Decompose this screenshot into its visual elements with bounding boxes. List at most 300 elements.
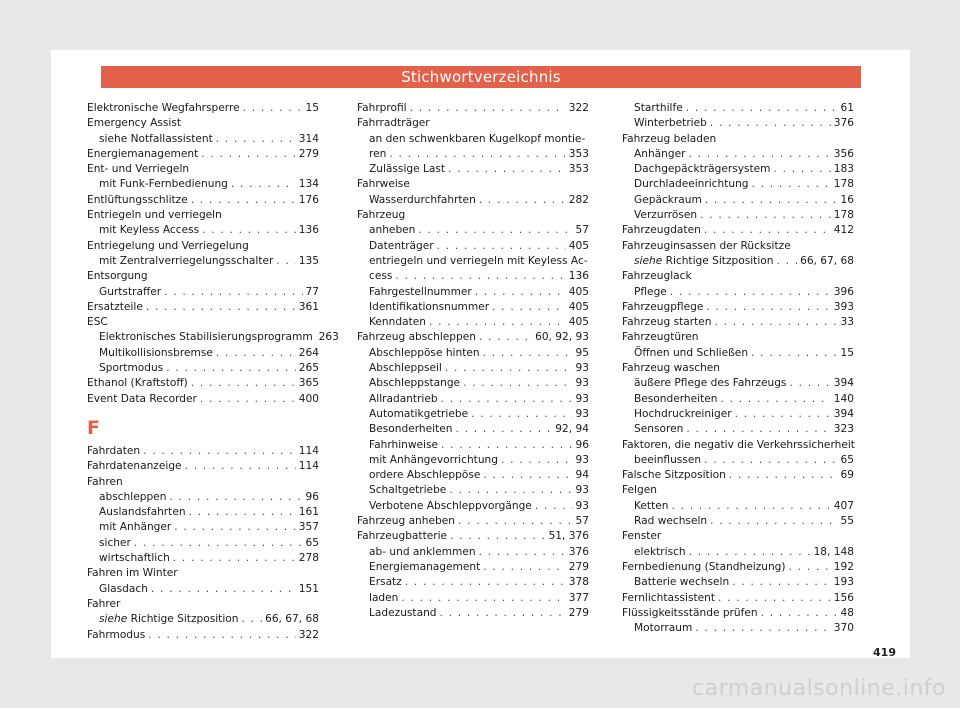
entry-term: Datenträger	[369, 239, 434, 252]
entry-term: Fahrdatenanzeige	[87, 460, 182, 473]
entry-term: Verbotene Abschleppvorgänge	[369, 499, 532, 512]
page-reference[interactable]: 93	[575, 453, 589, 466]
page-reference[interactable]: 93	[575, 407, 589, 420]
dot-leader	[449, 483, 572, 498]
page-reference[interactable]: 192	[833, 560, 854, 573]
page-reference[interactable]: 151	[298, 582, 319, 595]
index-entry	[622, 591, 854, 606]
index-entry	[87, 116, 319, 131]
dot-leader	[143, 444, 296, 459]
index-subentry	[87, 177, 319, 192]
page-reference[interactable]: 265	[298, 362, 319, 375]
page-reference[interactable]: 57	[575, 515, 589, 528]
entry-term: Elektronische Wegfahrsperre	[87, 102, 240, 114]
page-reference[interactable]: 94	[575, 469, 589, 482]
page-reference[interactable]: 178	[833, 209, 854, 222]
entry-term: Hochdruckreiniger	[634, 407, 732, 420]
index-subentry	[357, 453, 589, 468]
index-subentry	[622, 545, 854, 560]
index-entry	[87, 628, 319, 643]
index-entry	[622, 300, 854, 315]
entry-term: Elektronisches Stabilisierungsprogramm	[99, 331, 313, 344]
dot-leader	[201, 147, 296, 162]
page-reference[interactable]: 93	[575, 499, 589, 512]
index-entry	[622, 223, 854, 238]
dot-leader	[410, 101, 566, 116]
page-reference[interactable]: 279	[568, 560, 589, 573]
index-subentry	[87, 285, 319, 300]
dot-leader	[189, 505, 296, 520]
entry-term: Dachgepäckträgersystem	[634, 163, 771, 176]
entry-term: Gepäckraum	[634, 193, 702, 206]
dot-leader	[134, 536, 303, 551]
entry-term: siehe Notfallassistent	[99, 132, 213, 145]
entry-term: Fahrzeug anheben	[357, 515, 455, 528]
page-reference[interactable]: 66, 67, 68	[800, 254, 854, 267]
entry-term: Motorraum	[634, 622, 693, 635]
entry-term: Wasserdurchfahrten	[369, 193, 476, 206]
dot-leader	[429, 315, 566, 330]
entry-term: Schaltgetriebe	[369, 484, 447, 497]
index-subentry	[87, 520, 319, 535]
page-reference[interactable]: 407	[833, 499, 854, 512]
entry-term: ren	[369, 147, 387, 160]
entry-term: Fenster	[622, 530, 662, 543]
page-reference[interactable]: 114	[298, 444, 319, 457]
index-entry	[87, 566, 319, 581]
entry-term: Ent- und Verriegeln	[87, 163, 190, 176]
page-reference[interactable]: 356	[833, 147, 854, 160]
entry-term: Entsorgung	[87, 270, 148, 283]
entry-term: Fahren	[87, 475, 123, 488]
page-reference[interactable]: 282	[568, 193, 589, 206]
index-subentry	[87, 254, 319, 269]
index-column-1	[87, 101, 339, 643]
page-reference[interactable]: 314	[298, 132, 319, 145]
page-reference[interactable]: 323	[833, 423, 854, 436]
page-reference[interactable]: 66, 67, 68	[265, 613, 319, 626]
entry-term: mit Funk-Fernbedienung	[99, 178, 228, 191]
entry-term: Fahrzeuginsassen der Rücksitze	[622, 239, 791, 252]
entry-term: Ersatz	[369, 576, 402, 589]
entry-term: wirtschaftlich	[99, 552, 170, 565]
index-subentry	[357, 193, 589, 208]
page-reference[interactable]: 394	[833, 407, 854, 420]
index-subentry	[357, 560, 589, 575]
index-subentry	[622, 177, 854, 192]
index-entry	[87, 459, 319, 474]
index-subentry	[87, 223, 319, 238]
page-reference[interactable]: 48	[840, 606, 854, 619]
index-subentry	[87, 612, 319, 627]
dot-leader	[789, 376, 830, 391]
entry-term: Faktoren, die negativ die Verkehrssicherheit	[622, 438, 855, 451]
dot-leader	[710, 116, 831, 131]
index-subentry	[357, 422, 589, 437]
entry-term: Automatikgetriebe	[369, 407, 469, 420]
entry-term: ab- und anklemmen	[369, 545, 476, 558]
entry-term: Fahrzeug	[357, 209, 406, 222]
page-reference[interactable]: 183	[833, 163, 854, 176]
dot-leader	[710, 514, 837, 529]
index-subentry	[622, 575, 854, 590]
section-header: Stichwortverzeichnis	[101, 66, 861, 88]
page-reference[interactable]: 65	[305, 536, 319, 549]
entry-term: Abschleppseil	[369, 362, 442, 375]
dot-leader	[202, 223, 296, 238]
index-entry	[357, 208, 589, 223]
page-reference[interactable]: 394	[833, 377, 854, 390]
index-entry	[87, 208, 319, 223]
entry-term: Auslandsfahrten	[99, 506, 186, 519]
dot-leader	[732, 575, 831, 590]
dot-leader	[670, 285, 831, 300]
page-reference[interactable]: 93	[575, 362, 589, 375]
page-reference[interactable]: 134	[298, 178, 319, 191]
page-reference[interactable]: 92, 94	[555, 423, 589, 436]
entry-term: Sensoren	[634, 423, 684, 436]
entry-term: Pflege	[634, 285, 667, 298]
index-subentry	[357, 346, 589, 361]
page-reference[interactable]: 264	[298, 346, 319, 359]
page-reference[interactable]: 405	[568, 316, 589, 329]
page-reference[interactable]: 33	[840, 316, 854, 329]
entry-term: Fahrmodus	[87, 628, 146, 641]
dot-leader	[185, 459, 296, 474]
page-reference[interactable]: 376	[833, 117, 854, 130]
dot-leader	[395, 269, 565, 284]
index-entry	[87, 444, 319, 459]
page-reference[interactable]: 96	[575, 438, 589, 451]
page-reference[interactable]: 136	[298, 224, 319, 237]
page-reference[interactable]: 15	[840, 346, 854, 359]
index-subentry	[622, 346, 854, 361]
index-subentry	[622, 285, 854, 300]
index-entry	[622, 468, 854, 483]
page-number: 419	[873, 646, 896, 659]
entry-term: mit Keyless Access	[99, 224, 200, 237]
dot-leader	[492, 300, 566, 315]
entry-term: Verzurrösen	[634, 209, 698, 222]
dot-leader	[200, 392, 296, 407]
page-reference[interactable]: 393	[833, 300, 854, 313]
index-entry	[357, 330, 589, 345]
entry-term: Glasdach	[99, 582, 148, 595]
entry-term: entriegeln und verriegeln mit Keyless Ac-	[369, 254, 588, 267]
index-subentry	[357, 438, 589, 453]
page-reference[interactable]: 322	[568, 102, 589, 114]
index-entry	[87, 597, 319, 612]
dot-leader	[173, 551, 296, 566]
index-entry	[87, 239, 319, 254]
index-subentry	[357, 499, 589, 514]
entry-term	[634, 254, 773, 269]
dot-leader	[146, 300, 296, 315]
entry-term: Fahrzeug waschen	[622, 362, 721, 375]
dot-leader	[720, 392, 830, 407]
page-reference[interactable]: 353	[568, 163, 589, 176]
entry-term: Fahren im Winter	[87, 567, 178, 580]
index-entry	[622, 361, 854, 376]
page-reference[interactable]: 361	[298, 300, 319, 313]
dot-leader	[450, 529, 546, 544]
manual-page	[51, 50, 910, 658]
entry-term: Öffnen und Schließen	[634, 346, 749, 359]
entry-term: Gurtstraffer	[99, 285, 162, 298]
index-subentry	[87, 490, 319, 505]
index-entry	[357, 514, 589, 529]
page-reference[interactable]: 135	[298, 254, 319, 267]
page-reference[interactable]: 95	[575, 346, 589, 359]
dot-leader	[695, 621, 830, 636]
dot-leader	[441, 392, 573, 407]
page-reference[interactable]: 405	[568, 239, 589, 252]
page-reference[interactable]: 65	[840, 453, 854, 466]
page-reference[interactable]: 114	[298, 460, 319, 473]
entry-term: Allradantrieb	[369, 392, 438, 405]
index-subentry	[87, 551, 319, 566]
index-subentry	[357, 575, 589, 590]
dot-leader	[483, 468, 572, 483]
page-reference[interactable]: 396	[833, 285, 854, 298]
dot-leader	[174, 520, 296, 535]
dot-leader	[686, 101, 838, 116]
entry-term: an den schwenkbaren Kugelkopf montie-	[369, 132, 586, 145]
dot-leader	[191, 193, 296, 208]
dot-leader	[148, 628, 296, 643]
page-reference[interactable]: 365	[298, 377, 319, 390]
dot-leader	[752, 177, 831, 192]
page-reference[interactable]: 93	[575, 392, 589, 405]
page-reference[interactable]: 96	[305, 490, 319, 503]
dot-leader	[718, 591, 831, 606]
entry-term: Fahrweise	[357, 178, 410, 191]
entry-term: Besonderheiten	[369, 423, 453, 436]
entry-term: Fahrzeugdaten	[622, 224, 701, 237]
entry-term: Zulässige Last	[369, 163, 446, 176]
entry-term: Rad wechseln	[634, 515, 708, 528]
entry-term: mit Anhängevorrichtung	[369, 453, 498, 466]
page-reference[interactable]: 55	[840, 515, 854, 528]
page-reference[interactable]: 18, 148	[813, 545, 854, 558]
index-subentry	[357, 392, 589, 407]
dot-leader	[440, 606, 566, 621]
index-subentry	[622, 499, 854, 514]
dot-leader	[483, 560, 566, 575]
entry-term: Energiemanagement	[369, 560, 481, 573]
page-reference[interactable]: 176	[298, 193, 319, 206]
dot-leader	[729, 468, 838, 483]
page-reference[interactable]: 279	[568, 606, 589, 619]
entry-term: Ethanol (Kraftstoff)	[87, 377, 188, 390]
index-subentry	[357, 407, 589, 422]
entry-term: Fahrhinweise	[369, 438, 439, 451]
index-entry	[357, 101, 589, 116]
index-subentry	[622, 422, 854, 437]
dot-leader	[704, 223, 831, 238]
entry-term: Fahrradträger	[357, 117, 430, 130]
index-entry	[87, 101, 319, 116]
entry-term: Multikollisionsbremse	[99, 346, 213, 359]
dot-leader	[448, 162, 566, 177]
index-subentry	[357, 162, 589, 177]
entry-term: Winterbetrieb	[634, 117, 707, 130]
page-reference[interactable]: 178	[833, 178, 854, 191]
entry-term: beeinflussen	[634, 453, 702, 466]
entry-term: Fahrzeugpflege	[622, 300, 704, 313]
see-reference-target: Richtige Sitzposition	[127, 613, 239, 626]
dot-leader	[216, 132, 296, 147]
entry-term: Ersatzteile	[87, 300, 143, 313]
index-subentry	[622, 162, 854, 177]
page-reference[interactable]: 377	[568, 591, 589, 604]
page-reference[interactable]: 405	[568, 300, 589, 313]
entry-term: Fahrzeugtüren	[622, 331, 699, 344]
index-subentry	[357, 483, 589, 498]
dot-leader	[714, 315, 837, 330]
dot-leader	[483, 346, 573, 361]
page-reference[interactable]: 376	[568, 545, 589, 558]
page-reference[interactable]: 136	[568, 270, 589, 283]
entry-term: Ladezustand	[369, 606, 437, 619]
page-reference[interactable]: 57	[575, 224, 589, 237]
entry-term: Abschleppstange	[369, 377, 461, 390]
page-reference[interactable]: 93	[575, 484, 589, 497]
dot-leader	[686, 422, 830, 437]
entry-term: ESC	[87, 316, 108, 329]
index-subentry	[622, 376, 854, 391]
dot-leader	[166, 361, 296, 376]
page-reference[interactable]: 263	[318, 331, 339, 344]
entry-term: Besonderheiten	[634, 392, 718, 405]
page-reference[interactable]: 412	[833, 224, 854, 237]
page-reference[interactable]: 69	[840, 469, 854, 482]
dot-leader	[501, 453, 573, 468]
page-reference[interactable]: 378	[568, 576, 589, 589]
index-section-letter: F	[87, 416, 100, 439]
index-subentry	[357, 300, 589, 315]
dot-leader	[689, 545, 811, 560]
entry-term: Fahrzeug starten	[622, 316, 712, 329]
index-subentry	[622, 392, 854, 407]
dot-leader	[164, 285, 302, 300]
index-subentry	[622, 254, 854, 269]
index-entry	[357, 177, 589, 192]
dot-leader	[437, 239, 566, 254]
watermark: carmanualsonline.info	[692, 676, 946, 701]
index-subentry	[357, 132, 589, 147]
entry-term: Starthilfe	[634, 102, 683, 114]
dot-leader	[706, 300, 830, 315]
entry-term: sicher	[99, 536, 131, 549]
index-subentry	[357, 606, 589, 621]
entry-term: Falsche Sitzposition	[622, 469, 726, 482]
index-subentry	[87, 346, 319, 361]
index-subentry	[87, 536, 319, 551]
index-entry	[87, 193, 319, 208]
entry-term: Fernbedienung (Standheizung)	[622, 560, 786, 573]
dot-leader	[231, 177, 296, 192]
dot-leader	[688, 147, 830, 162]
index-entry	[622, 269, 854, 284]
page-reference[interactable]: 405	[568, 285, 589, 298]
index-entry	[622, 132, 854, 147]
dot-leader	[151, 582, 296, 597]
entry-term: Emergency Assist	[87, 117, 182, 130]
page-reference[interactable]: 15	[305, 102, 319, 114]
entry-term: Durchladeeinrichtung	[634, 178, 749, 191]
page-reference[interactable]: 93	[575, 377, 589, 390]
dot-leader	[700, 208, 831, 223]
index-entry	[87, 300, 319, 315]
dot-leader	[671, 499, 830, 514]
page-reference[interactable]: 279	[298, 147, 319, 160]
page-reference[interactable]: 161	[298, 506, 319, 519]
entry-term: Energiemanagement	[87, 147, 199, 160]
entry-term: mit Zentralverriegelungsschalter	[99, 254, 274, 267]
page-reference[interactable]: 400	[298, 392, 319, 405]
page-reference[interactable]: 357	[298, 521, 319, 534]
page-reference[interactable]: 61	[840, 102, 854, 114]
dot-leader	[405, 575, 566, 590]
index-subentry	[622, 407, 854, 422]
index-subentry	[357, 285, 589, 300]
dot-leader	[705, 193, 838, 208]
dot-leader	[241, 612, 262, 627]
index-subentry	[622, 208, 854, 223]
page-reference[interactable]: 353	[568, 147, 589, 160]
dot-leader	[445, 361, 573, 376]
entry-term	[99, 612, 238, 627]
page-reference[interactable]: 77	[305, 285, 319, 298]
index-subentry	[357, 223, 589, 238]
dot-leader	[479, 193, 566, 208]
entry-term: Fahrprofil	[357, 102, 407, 114]
index-entry	[87, 269, 319, 284]
page-reference[interactable]: 16	[840, 193, 854, 206]
entry-term: äußere Pflege des Fahrzeugs	[634, 377, 787, 390]
page-reference[interactable]: 370	[833, 622, 854, 635]
page-reference[interactable]: 140	[833, 392, 854, 405]
index-subentry	[357, 269, 589, 284]
entry-term: Felgen	[622, 484, 657, 497]
dot-leader	[479, 330, 532, 345]
index-entry	[357, 529, 589, 544]
entry-term: Fahrgestellnummer	[369, 285, 472, 298]
index-entry	[622, 239, 854, 254]
page-reference[interactable]: 60, 92, 93	[535, 331, 589, 344]
index-subentry	[87, 582, 319, 597]
entry-term: Entlüftungsschlitze	[87, 193, 188, 206]
page-reference[interactable]: 278	[298, 552, 319, 565]
page-reference[interactable]: 193	[833, 576, 854, 589]
page-reference[interactable]: 156	[833, 591, 854, 604]
index-entry	[87, 315, 319, 330]
dot-leader	[389, 147, 565, 162]
dot-leader	[535, 499, 573, 514]
index-subentry	[357, 147, 589, 162]
dot-leader	[751, 346, 837, 361]
index-subentry	[357, 591, 589, 606]
dot-leader	[789, 560, 831, 575]
page-reference[interactable]: 322	[298, 628, 319, 641]
index-subentry	[622, 116, 854, 131]
entry-term: Fahrer	[87, 597, 121, 610]
see-reference-label: siehe	[634, 254, 663, 267]
entry-term: Event Data Recorder	[87, 392, 197, 405]
index-subentry	[622, 101, 854, 116]
page-reference[interactable]: 51, 376	[548, 530, 589, 543]
